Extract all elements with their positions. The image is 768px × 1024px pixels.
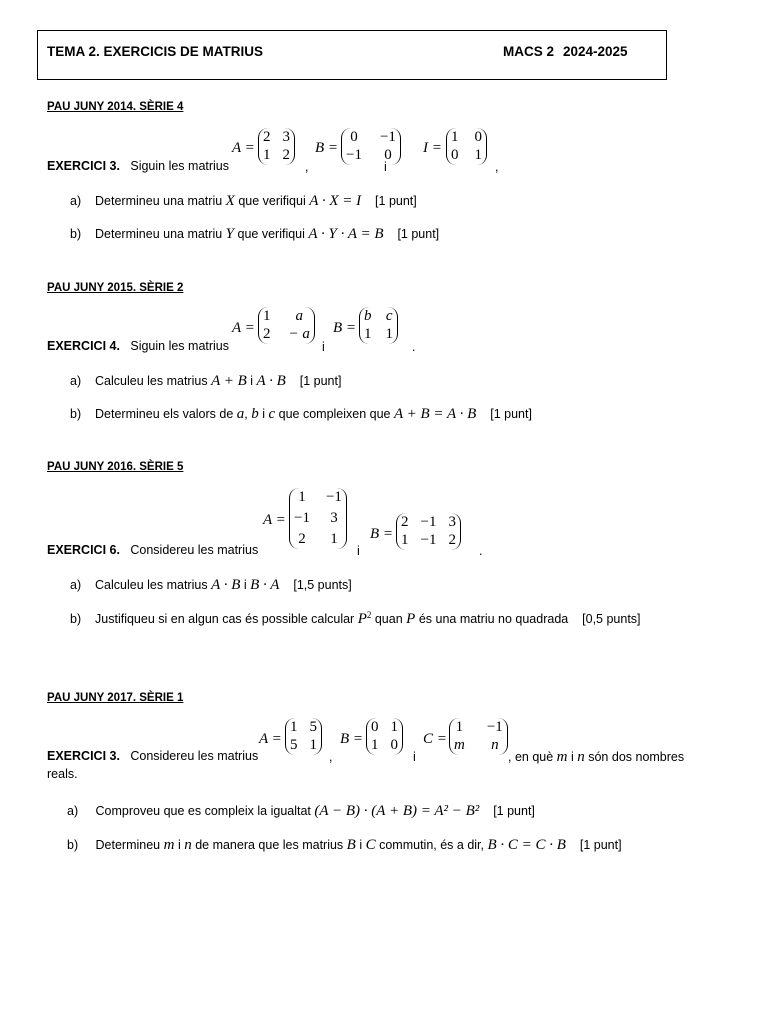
item-a: a) Calculeu les matrius A + B i A · B [1 punt] xyxy=(70,373,342,389)
item-b: b) Determineu una matriu Y que verifiqui A · Y · A = B [1 punt] xyxy=(70,226,440,242)
exercise-line: EXERCICI 6. Considereu les matrius xyxy=(47,543,259,557)
section-heading: PAU JUNY 2014. SÈRIE 4 xyxy=(47,101,184,113)
exercise-tail-line2: reals. xyxy=(47,767,78,781)
exercise-line: EXERCICI 4. Siguin les matrius xyxy=(47,339,230,353)
exercise-line: EXERCICI 3. Siguin les matrius xyxy=(47,159,230,173)
item-a: a) Determineu una matriu X que verifiqui A · X = I [1 punt] xyxy=(70,193,417,209)
section-heading: PAU JUNY 2017. SÈRIE 1 xyxy=(47,692,184,704)
matrix-label: A = xyxy=(232,140,255,156)
matrix-label: B = xyxy=(340,731,364,747)
document-title: TEMA 2. EXERCICIS DE MATRIUS xyxy=(47,44,264,59)
item-b: b) Justifiqueu si en algun cas és possible calcular $P^2$ quan P és una matriu no quadrada [0,5 punts] xyxy=(70,610,641,628)
matrix-B: 0 1 1 0 xyxy=(366,718,403,755)
matrix-label: I = xyxy=(423,140,442,156)
item-a: a) Comproveu que es compleix la igualtat (A − B) · (A + B) = A² − B² [1 punt] xyxy=(67,803,535,819)
matrix-label: B = xyxy=(315,140,339,156)
exercise-line: EXERCICI 3. Considereu les matrius xyxy=(47,749,259,763)
matrix-label: C = xyxy=(423,731,447,747)
matrix-I: 1 0 0 1 xyxy=(446,128,487,165)
section-heading: PAU JUNY 2016. SÈRIE 5 xyxy=(47,461,184,473)
item-b: b) Determineu m i n de manera que les matrius B i C commutin, és a dir, B · C = C · B [1 punt] xyxy=(67,837,622,853)
matrix-label: A = xyxy=(232,320,255,336)
matrix-A: 1 a 2 − a xyxy=(258,307,315,344)
matrix-B: b c 1 1 xyxy=(359,307,398,344)
year-label: 2024-2025 xyxy=(563,44,628,59)
matrix-B: 2 −1 3 1 −1 2 xyxy=(396,513,461,550)
matrix-A: 1 5 5 1 xyxy=(285,718,322,755)
matrix-label: A = xyxy=(263,512,286,528)
item-a: a) Calculeu les matrius A · B i B · A [1,5 punts] xyxy=(70,577,352,593)
item-b: b) Determineu els valors de a, b i c que compleixen que A + B = A · B [1 punt] xyxy=(70,406,532,422)
exercise-tail: , en què m i n són dos nombres xyxy=(508,749,685,765)
section-heading: PAU JUNY 2015. SÈRIE 2 xyxy=(47,282,184,294)
matrix-label: B = xyxy=(333,320,357,336)
matrix-A: 1 −1 −1 3 2 1 xyxy=(289,488,347,549)
matrix-B: 0 −1 −1 0 xyxy=(341,128,401,165)
matrix-A: 2 3 1 2 xyxy=(258,128,295,165)
matrix-C: 1 −1 m n xyxy=(449,718,508,755)
course-label: MACS 2 xyxy=(503,44,555,59)
matrix-label: A = xyxy=(259,731,282,747)
matrix-label: B = xyxy=(370,526,394,542)
